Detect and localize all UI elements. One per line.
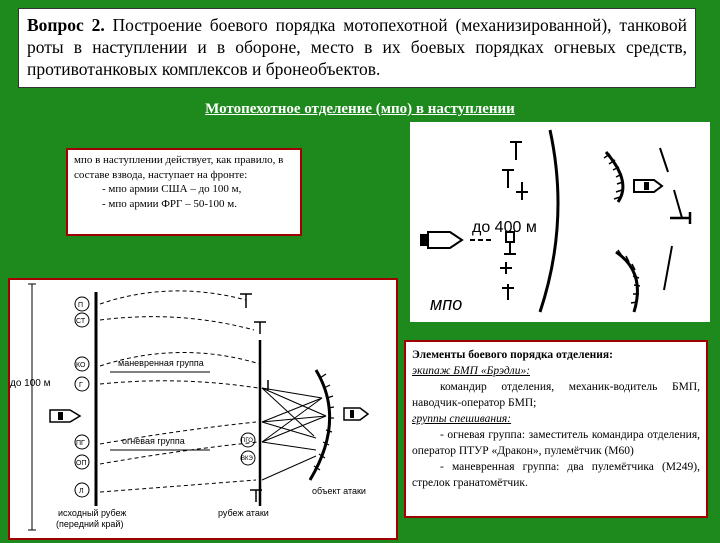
maneuver-group-text: - маневренная группа: два пулемётчика (М249), стрелок гранатомётчик.: [412, 461, 700, 489]
start-line-label: исходный рубеж: [58, 508, 127, 518]
section-subtitle: Мотопехотное отделение (мпо) в наступлении: [205, 101, 515, 117]
svg-text:Л: Л: [79, 488, 84, 495]
svg-text:П: П: [78, 302, 84, 309]
diagram-main-svg: [10, 280, 396, 538]
marker-pg: [75, 435, 89, 449]
svg-text:ПГО: ПГО: [241, 438, 253, 444]
unit-label: мпо: [430, 294, 463, 314]
enemy-line-1: [660, 148, 668, 172]
marker-op: [75, 455, 89, 469]
diagram-main: [8, 278, 398, 540]
movement-arrows: [100, 291, 260, 492]
front-arc: [540, 130, 558, 312]
diagram-top: [410, 122, 710, 322]
enemy-line-2: [674, 190, 682, 218]
elements-box: [404, 340, 708, 518]
note-usa: - мпо армии США – до 100 м,: [102, 183, 242, 195]
svg-text:ВКЭ: ВКЭ: [241, 456, 253, 462]
attack-object-label: объект атаки: [312, 486, 366, 496]
question-number: Вопрос 2.: [27, 15, 105, 35]
main-ifv: [50, 410, 80, 422]
marker-pgo: [241, 433, 255, 447]
enemy-line-3: [664, 246, 672, 290]
marker-vke: [241, 451, 255, 465]
marker-st: [75, 313, 89, 327]
marker-g: [75, 377, 89, 391]
note-text: мпо в наступлении действует, как правило, в составе взвода, наступает на фронте:: [74, 154, 284, 181]
elements-heading: Элементы боевого порядка отделения:: [412, 349, 613, 361]
svg-text:КО: КО: [76, 362, 86, 369]
maneuver-group-label: маневренная группа: [118, 358, 204, 368]
note-frg: - мпо армии ФРГ – 50-100 м.: [102, 197, 238, 210]
question-text: Построение боевого порядка мотопехотной (механизированной), танковой роты в наступлении и в обороне, место в их боевых порядках огневых средств, противотанковых комплексов и бронеобъектов.: [27, 15, 687, 79]
marker-ko: [75, 357, 89, 371]
crew-label: экипаж БМП «Брэдли»:: [412, 365, 531, 377]
fire-group-label: огневая группа: [122, 436, 185, 446]
marker-l: [75, 483, 89, 497]
marker-p: [75, 297, 89, 311]
attack-soldiers: [240, 294, 268, 502]
svg-text:Г: Г: [79, 382, 83, 389]
target-vehicle: [344, 408, 368, 420]
markers-right: [241, 433, 255, 465]
enemy-vehicle: [634, 180, 662, 192]
svg-text:ОП: ОП: [76, 460, 87, 467]
attack-line-label: рубеж атаки: [218, 508, 269, 518]
note-box: [66, 148, 302, 236]
markers: [75, 297, 89, 497]
ifv-symbol: [420, 232, 462, 248]
crew-text: командир отделения, механик-водитель БМП, наводчик-оператор БМП;: [412, 381, 700, 409]
distance-label: до 400 м: [472, 219, 537, 236]
range-label: до 100 м: [10, 378, 51, 389]
svg-text:ПГ: ПГ: [76, 440, 85, 447]
dismount-label: группы спешивания:: [412, 413, 512, 425]
front-edge-label: (передний край): [56, 519, 124, 529]
title-box: [18, 8, 696, 88]
fire-group-text: - огневая группа: заместитель командира отделения, оператор ПТУР «Дракон», пулемётчик (М60): [412, 429, 700, 457]
svg-text:СТ: СТ: [76, 318, 86, 325]
diagram-top-svg: [410, 122, 710, 322]
